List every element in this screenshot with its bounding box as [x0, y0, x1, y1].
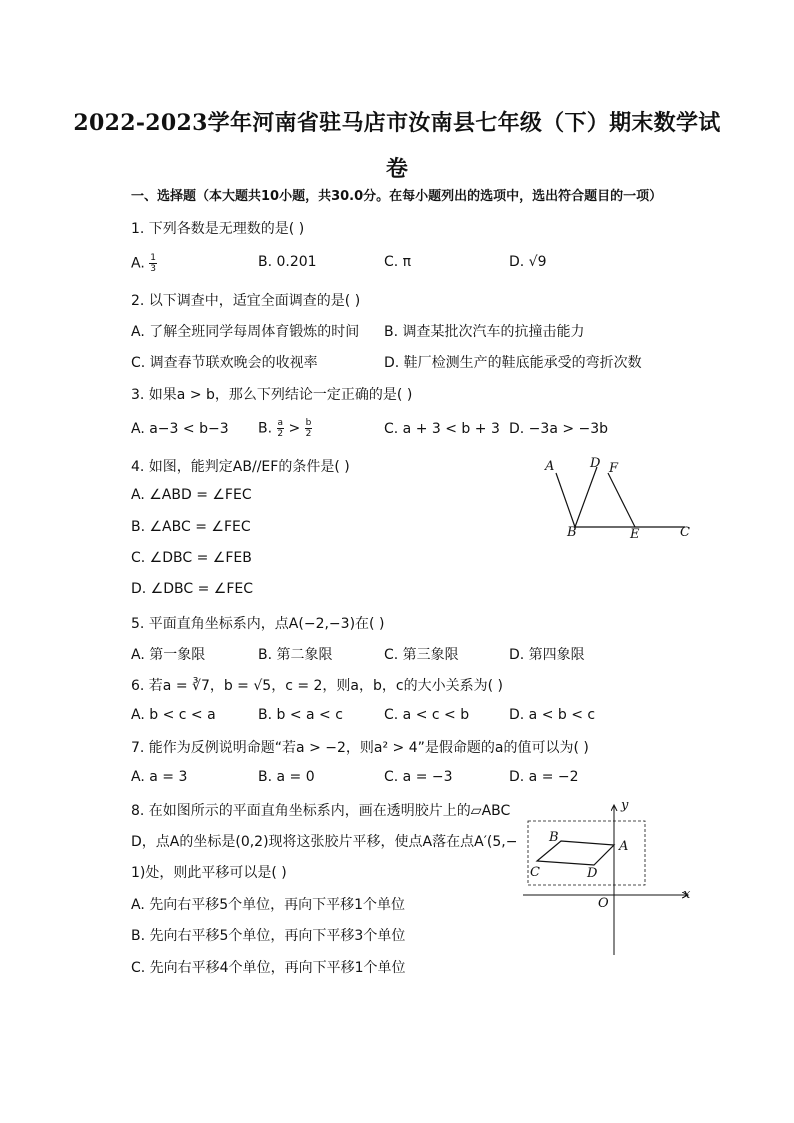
- section-heading: 一、选择题（本大题共10小题，共30.0分。在每小题列出的选项中，选出符合题目的一项）: [131, 189, 663, 204]
- question-5-option-d: D. 第四象限: [509, 647, 585, 663]
- question-4-option-a: A. ∠ABD = ∠FEC: [131, 487, 252, 503]
- question-2-stem: 2. 以下调查中，适宜全面调查的是( ): [131, 293, 361, 309]
- question-4-option-c: C. ∠DBC = ∠FEB: [131, 550, 252, 566]
- question-3-option-d: D. −3a > −3b: [509, 421, 609, 437]
- label-a: A: [619, 839, 629, 854]
- question-3-option-a: A. a−3 < b−3: [131, 421, 229, 437]
- question-7-option-b: B. a = 0: [258, 769, 315, 785]
- title-line-2: 卷: [385, 156, 409, 182]
- question-2-option-c: C. 调查春节联欢晚会的收视率: [131, 355, 318, 371]
- question-2-option-d: D. 鞋厂检测生产的鞋底能承受的弯折次数: [384, 355, 642, 371]
- question-2-option-b: B. 调查某批次汽车的抗撞击能力: [384, 324, 585, 340]
- question-7-option-d: D. a = −2: [509, 769, 579, 785]
- figure-parallel-lines: [535, 452, 700, 542]
- label-c: C: [680, 525, 690, 540]
- question-6-stem: 6. 若a = ∛7，b = √5，c = 2，则a，b，c的大小关系为( ): [131, 678, 503, 694]
- exam-title: [60, 100, 734, 192]
- question-4-stem: 4. 如图，能判定AB//EF的条件是( ): [131, 459, 350, 475]
- question-8-stem-line-1: 8. 在如图所示的平面直角坐标系内，画在透明胶片上的▱ABC: [131, 803, 511, 819]
- question-7-option-a: A. a = 3: [131, 769, 188, 785]
- label-c: C: [530, 865, 540, 880]
- question-1-option-b: B. 0.201: [258, 254, 317, 270]
- question-6-option-c: C. a < c < b: [384, 707, 470, 723]
- label-a: A: [545, 459, 555, 474]
- question-1-option-c: C. π: [384, 254, 412, 270]
- question-5-option-c: C. 第三象限: [384, 647, 459, 663]
- title-line-1: 2022-2023学年河南省驻马店市汝南县七年级（下）期末数学试: [73, 110, 721, 136]
- label-d: D: [590, 456, 601, 471]
- question-2-option-a: A. 了解全班同学每周体育锻炼的时间: [131, 324, 360, 340]
- question-7-option-c: C. a = −3: [384, 769, 453, 785]
- question-4-option-d: D. ∠DBC = ∠FEC: [131, 581, 254, 597]
- question-6-option-d: D. a < b < c: [509, 707, 596, 723]
- fraction: $\frac{b}{2}$: [305, 418, 312, 439]
- question-6-option-a: A. b < c < a: [131, 707, 216, 723]
- question-3-option-c: C. a + 3 < b + 3: [384, 421, 500, 437]
- fraction: $\frac{a}{2}$: [277, 418, 284, 439]
- label-b: B: [549, 830, 559, 845]
- question-8-stem-line-3: 1)处，则此平移可以是( ): [131, 865, 287, 881]
- question-7-stem: 7. 能作为反例说明命题“若a > −2，则a² > 4”是假命题的a的值可以为( ): [131, 740, 589, 756]
- question-1-option-d: D. √9: [509, 254, 547, 270]
- question-8-option-b: B. 先向右平移5个单位，再向下平移3个单位: [131, 928, 406, 944]
- figure-coordinate-plane: [518, 795, 698, 960]
- question-3-stem: 3. 如果a > b，那么下列结论一定正确的是( ): [131, 387, 413, 403]
- axis-label-y: y: [621, 798, 629, 813]
- label-d: D: [587, 866, 598, 881]
- question-4-option-b: B. ∠ABC = ∠FEC: [131, 519, 251, 535]
- question-8-option-a: A. 先向右平移5个单位，再向下平移1个单位: [131, 897, 406, 913]
- question-5-option-a: A. 第一象限: [131, 647, 206, 663]
- question-5-stem: 5. 平面直角坐标系内，点A(−2,−3)在( ): [131, 616, 385, 632]
- question-3-option-b: B. $\frac{a}{2}$ > $\frac{b}{2}$: [258, 418, 312, 439]
- label-b: B: [567, 525, 577, 540]
- question-8-stem-line-2: D，点A的坐标是(0,2)现将这张胶片平移，使点A落在点A′(5,−: [131, 834, 518, 850]
- question-1-option-a: A. $\frac{1}{3}$: [131, 253, 156, 274]
- question-1-stem: 1. 下列各数是无理数的是( ): [131, 221, 305, 237]
- axis-label-x: x: [683, 887, 691, 902]
- origin-label: O: [598, 896, 609, 911]
- label-f: F: [609, 461, 619, 476]
- label-e: E: [630, 527, 640, 542]
- fraction: $\frac{1}{3}$: [150, 253, 156, 274]
- question-5-option-b: B. 第二象限: [258, 647, 333, 663]
- question-6-option-b: B. b < a < c: [258, 707, 343, 723]
- question-8-option-c: C. 先向右平移4个单位，再向下平移1个单位: [131, 960, 406, 976]
